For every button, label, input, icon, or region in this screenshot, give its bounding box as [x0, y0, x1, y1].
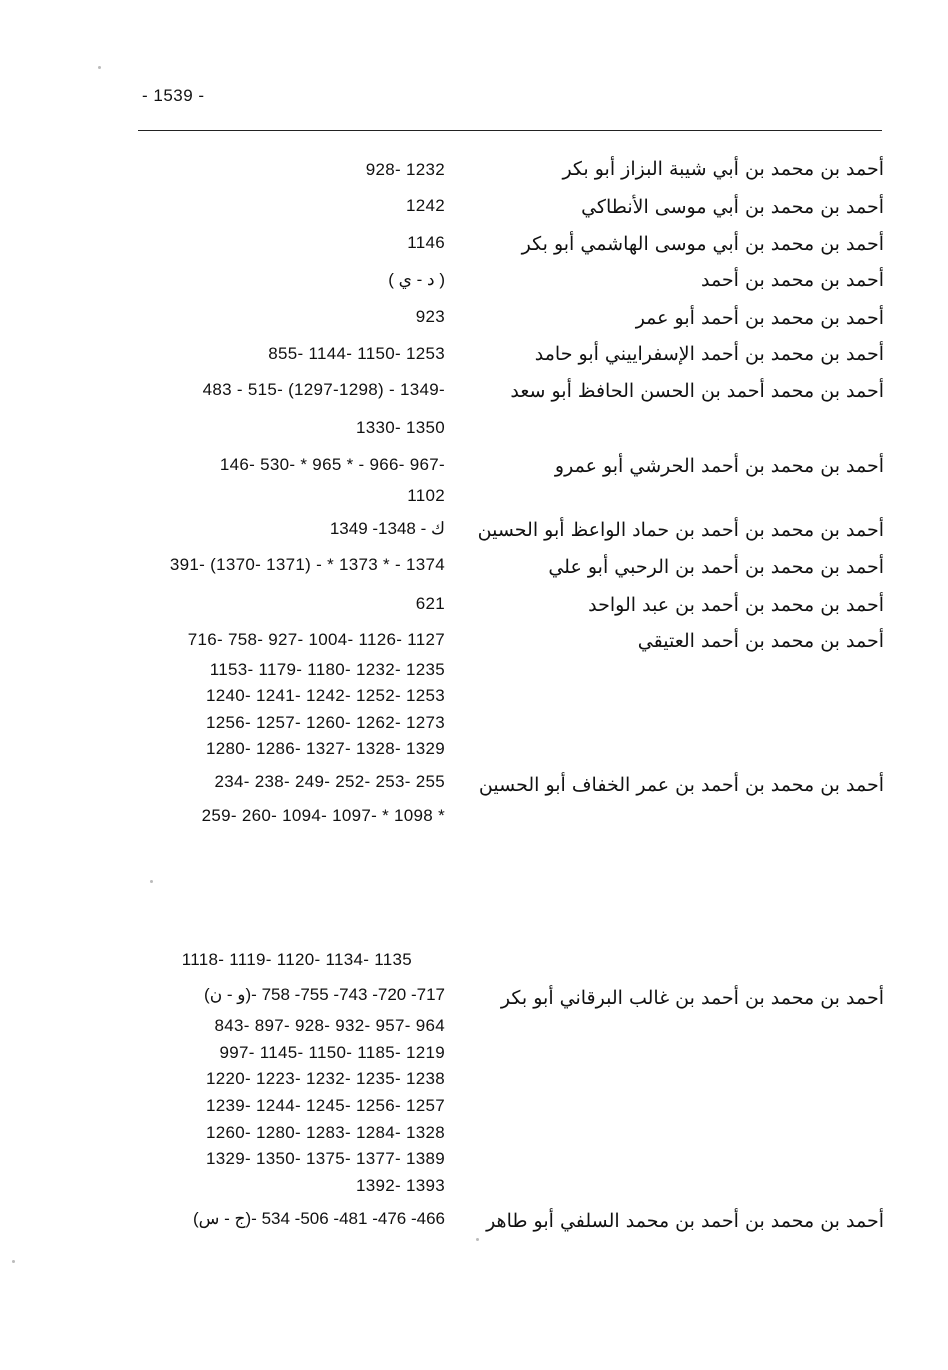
entry-name: أحمد بن محمد بن أحمد بن عمر الخفاف أبو الحسين: [478, 774, 884, 796]
entry-refs: (و - ن)- 717- 720- 743- 755- 758: [204, 985, 445, 1004]
entry-name: أحمد بن محمد بن أحمد بن حماد الواعظ أبو الحسين: [477, 519, 884, 541]
entry-refs: 928- 1232: [365, 160, 445, 179]
entry-refs: 923: [415, 307, 445, 326]
entry-refs: 1242: [405, 196, 445, 215]
header-rule: [138, 130, 882, 131]
entry-name: أحمد بن محمد بن أحمد بن عبد الواحد: [588, 594, 884, 616]
scan-speck: [12, 1260, 15, 1263]
scan-speck: [150, 880, 153, 883]
entry-name: أحمد بن محمد بن أحمد الإسفراييني أبو حامد: [534, 343, 884, 365]
entry-refs: 997- 1145- 1150- 1185- 1219: [219, 1043, 445, 1062]
page-number: - 1539 -: [142, 86, 205, 105]
scan-speck: [476, 1238, 479, 1241]
entry-refs: 1256- 1257- 1260- 1262- 1273: [205, 713, 445, 732]
entry-name: أحمد بن محمد بن أبي شيبة البزاز أبو بكر: [562, 158, 884, 180]
entry-refs: 1392- 1393: [355, 1176, 445, 1195]
entry-refs: 1118- 1119- 1120- 1134- 1135: [181, 950, 412, 969]
entry-refs: ك - 1348- 1349: [329, 519, 445, 538]
entry-name: أحمد بن محمد بن أحمد بن الرحبي أبو علي: [548, 556, 884, 578]
entry-name: أحمد بن محمد بن أحمد الحرشي أبو عمرو: [554, 455, 884, 477]
entry-name: أحمد بن محمد بن أبي موسى الهاشمي أبو بكر: [521, 233, 884, 255]
entry-refs: 1329- 1350- 1375- 1377- 1389: [205, 1149, 445, 1168]
entry-name: أحمد بن محمد بن أحمد أبو عمر: [635, 307, 884, 329]
entry-refs: 146- 530- * 965 * - 966- 967-: [219, 455, 445, 474]
entry-refs: 234- 238- 249- 252- 253- 255: [214, 772, 445, 791]
entry-refs: 1330- 1350: [355, 418, 445, 437]
entry-refs: 1153- 1179- 1180- 1232- 1235: [209, 660, 445, 679]
entry-refs: ( د - ي ): [388, 270, 445, 289]
entry-refs: 391- (1370- 1371) - * 1373 * - 1374: [169, 555, 445, 574]
entry-refs: (ج - س)- 466- 476- 481- 506- 534: [193, 1209, 445, 1228]
entry-name: أحمد بن محمد بن أحمد: [700, 269, 884, 291]
entry-refs: 483 - 515- (1297-1298) - 1349-: [202, 380, 445, 399]
entry-refs: 1239- 1244- 1245- 1256- 1257: [205, 1096, 445, 1115]
entry-refs: 1146: [407, 233, 445, 252]
scan-speck: [98, 66, 101, 69]
entry-refs: 259- 260- 1094- 1097- * 1098 *: [201, 806, 445, 825]
entry-name: أحمد بن محمد بن أبي موسى الأنطاكي: [581, 196, 884, 218]
entry-refs: 855- 1144- 1150- 1253: [268, 344, 445, 363]
entry-refs: 843- 897- 928- 932- 957- 964: [214, 1016, 445, 1035]
entry-name: أحمد بن محمد بن أحمد العتيقي: [637, 630, 884, 652]
entry-name: أحمد بن محمد بن أحمد بن محمد السلفي أبو طاهر: [486, 1210, 884, 1232]
entry-name: أحمد بن محمد بن أحمد بن غالب البرقاني أبو بكر: [500, 987, 884, 1009]
entry-refs: 1260- 1280- 1283- 1284- 1328: [205, 1123, 445, 1142]
entry-refs: 1220- 1223- 1232- 1235- 1238: [205, 1069, 445, 1088]
entry-name: أحمد بن محمد أحمد بن الحسن الحافظ أبو سعد: [510, 380, 884, 402]
entry-refs: 1240- 1241- 1242- 1252- 1253: [205, 686, 445, 705]
entry-refs: 716- 758- 927- 1004- 1126- 1127: [187, 630, 445, 649]
entry-refs: 1280- 1286- 1327- 1328- 1329: [205, 739, 445, 758]
entry-refs: 1102: [407, 486, 445, 505]
entry-refs: 621: [415, 594, 445, 613]
